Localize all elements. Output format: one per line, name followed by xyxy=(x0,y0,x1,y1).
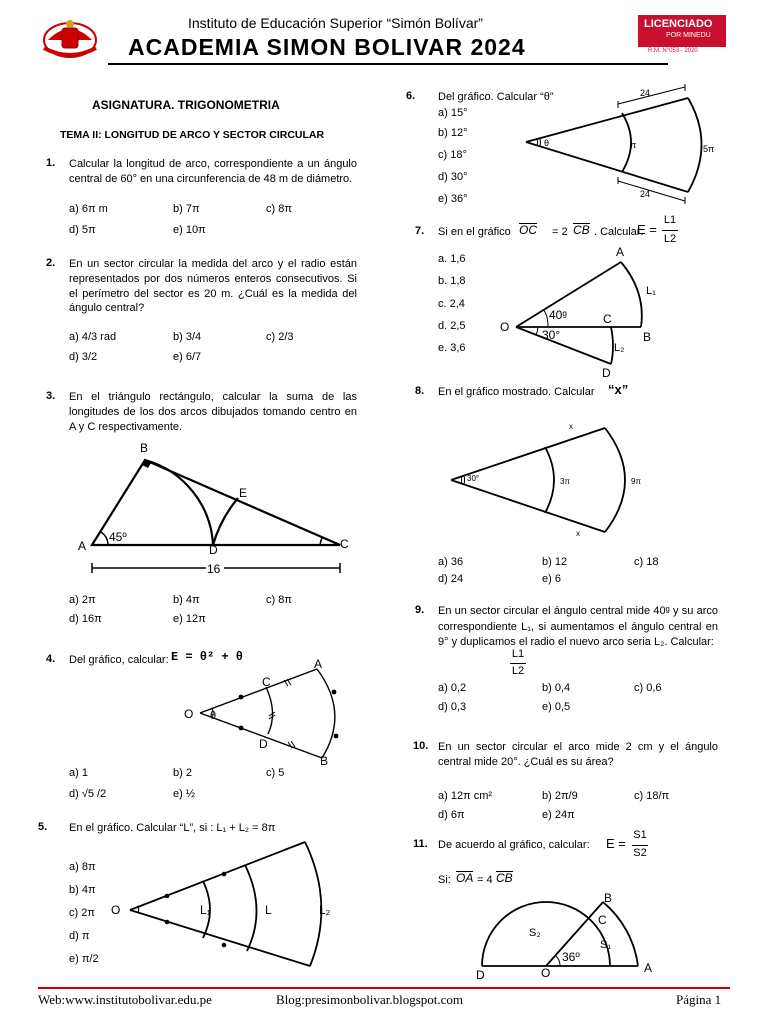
fraction-denominator: L2 xyxy=(663,233,677,245)
label-inner: π xyxy=(630,140,637,150)
option-d: d) 6π xyxy=(438,809,465,821)
segment-oc: OC xyxy=(519,223,537,237)
option-d: d. 2,5 xyxy=(438,320,466,332)
option-a: a) 4/3 rad xyxy=(69,331,117,343)
label-L1: L₁ xyxy=(200,903,211,917)
fraction-denominator: L2 xyxy=(511,665,525,677)
question-number: 11. xyxy=(413,838,428,850)
option-b: b) 2π/9 xyxy=(542,790,578,802)
option-d: d) π xyxy=(69,930,90,942)
footer-page: Página 1 xyxy=(676,992,722,1007)
label-O: O xyxy=(111,903,121,917)
question-text: En el gráfico mostrado. Calcular xyxy=(438,386,595,398)
institute-logo xyxy=(38,14,102,60)
option-d: d) 30° xyxy=(438,171,468,183)
option-e: e) 24π xyxy=(542,809,575,821)
question-text: De acuerdo al gráfico, calcular: xyxy=(438,839,590,851)
option-d: d) 3/2 xyxy=(69,351,98,363)
sector-diagram-8 xyxy=(445,420,645,540)
question-number: 8. xyxy=(415,385,425,397)
label-A: A xyxy=(616,245,625,259)
label-B: B xyxy=(140,441,149,455)
label-O: O xyxy=(541,966,551,980)
option-c: c) 18 xyxy=(634,556,659,568)
option-b: b) 4π xyxy=(69,884,96,896)
label-C: C xyxy=(598,913,607,927)
segment-cb: CB xyxy=(573,223,590,237)
question-text: Del gráfico. Calcular “θ” xyxy=(438,91,554,103)
label-angle: 30° xyxy=(467,474,480,483)
fraction-bar xyxy=(662,230,678,231)
question-text: Del gráfico, calcular: xyxy=(69,654,169,666)
option-a: a) 1 xyxy=(69,767,88,779)
option-e: e) ½ xyxy=(173,788,196,800)
option-c: c) 8π xyxy=(266,203,292,215)
question-text-3: . Calcular: xyxy=(594,226,644,238)
formula-lhs: E = xyxy=(637,222,657,237)
sector-diagram-5 xyxy=(105,838,345,968)
option-a: a) 12π cm² xyxy=(438,790,493,802)
label-D: D xyxy=(602,366,611,380)
option-c: c) 8π xyxy=(266,594,292,606)
question-number: 4. xyxy=(46,653,56,665)
option-e: e. 3,6 xyxy=(438,342,466,354)
given-text: = 4 xyxy=(477,874,493,886)
label-top: 24 xyxy=(640,88,651,98)
option-d: d) 5π xyxy=(69,224,96,236)
question-text: En un sector circular la medida del arco y el radio están representados por dos números enteros consecutivos. Si el perímetro del sector es 20 m. ¿Cuál es la medida del ángulo central? xyxy=(69,258,357,315)
footer-rule xyxy=(38,987,730,989)
option-c: c. 2,4 xyxy=(438,298,465,310)
label-L1: L₁ xyxy=(646,285,656,297)
fraction-numerator: L1 xyxy=(663,214,677,226)
option-d: d) 24 xyxy=(438,573,464,585)
fraction-bar xyxy=(510,663,526,664)
sector-diagram-4 xyxy=(175,652,350,770)
label-outer: 9π xyxy=(631,477,641,486)
badge-line1: LICENCIADO xyxy=(644,18,713,30)
label-B: B xyxy=(320,754,329,768)
label-S1: S₁ xyxy=(600,939,612,951)
option-a: a) 6π m xyxy=(69,203,108,215)
label-ang1: 40ᵍ xyxy=(549,308,567,322)
option-b: b) 2 xyxy=(173,767,192,779)
question-text: En el triángulo rectángulo, calcular la suma de las longitudes de los dos arcos dibujados tomando centro en A y C respectivamente. xyxy=(69,391,357,433)
label-O: O xyxy=(184,707,194,721)
option-c: c) 2π xyxy=(69,907,95,919)
label-C: C xyxy=(262,675,271,689)
option-e: e) 36° xyxy=(438,193,468,205)
label-L2: L₂ xyxy=(319,903,331,917)
topic-heading: TEMA II: LONGITUD DE ARCO Y SECTOR CIRCULAR xyxy=(60,129,325,141)
label-O: O xyxy=(500,320,510,334)
question-number: 7. xyxy=(415,225,425,237)
question-text: En el gráfico. Calcular “L”, si : L₁ + L₂ = 8π xyxy=(69,822,276,834)
footer-blog: Blog:presimonbolivar.blogspot.com xyxy=(276,992,464,1007)
semicircle-diagram xyxy=(470,890,660,982)
page-title: ACADEMIA SIMON BOLIVAR 2024 xyxy=(128,34,526,60)
question-number: 1. xyxy=(46,157,56,169)
question-number: 6. xyxy=(406,90,416,102)
label-x-bottom: x xyxy=(576,529,580,538)
given-label: Si: xyxy=(438,874,451,886)
question-text: Calcular la longitud de arco, correspondiente a un ángulo central de 60° en una circunferencia de 48 m de diámetro. xyxy=(69,158,357,185)
label-D: D xyxy=(259,737,268,751)
option-d: d) √5 /2 xyxy=(69,788,107,800)
option-a: a) 2π xyxy=(69,594,96,606)
option-e: e) 12π xyxy=(173,613,206,625)
option-b: b) 12 xyxy=(542,556,568,568)
triangle-diagram xyxy=(70,440,360,580)
question-text-2: = 2 xyxy=(552,226,568,238)
badge-line3: R.M. N°053 - 2020 xyxy=(648,48,698,54)
fraction-numerator: L1 xyxy=(511,648,525,660)
label-base: 16 xyxy=(207,562,221,576)
label-outer: 5π xyxy=(703,144,715,154)
option-e: e) 0,5 xyxy=(542,701,571,713)
label-theta: θ xyxy=(544,138,550,148)
option-c: c) 2/3 xyxy=(266,331,294,343)
label-inner: 3π xyxy=(560,477,570,486)
question-number: 10. xyxy=(413,740,429,752)
fraction-numerator: S1 xyxy=(633,829,647,841)
label-B: B xyxy=(604,891,613,905)
badge-line2: POR MINEDU xyxy=(666,32,711,39)
label-angle: 36º xyxy=(562,950,580,964)
header-rule xyxy=(108,63,668,65)
institute-name: Instituto de Educación Superior “Simón Bolívar” xyxy=(188,15,483,31)
label-D: D xyxy=(476,968,485,982)
label-L: L xyxy=(265,903,272,917)
option-e: e) 10π xyxy=(173,224,206,236)
label-ang2: 30° xyxy=(542,328,561,342)
label-B: B xyxy=(643,330,652,344)
label-A: A xyxy=(78,539,87,553)
option-e: e) π/2 xyxy=(69,953,99,965)
label-A: A xyxy=(644,961,653,975)
option-b: b. 1,8 xyxy=(438,275,466,287)
label-A: A xyxy=(314,657,323,671)
question-text: Si en el gráfico xyxy=(438,226,511,238)
fraction-bar xyxy=(632,845,648,846)
license-badge xyxy=(638,15,726,47)
option-a: a. 1,6 xyxy=(438,253,466,265)
variable: “x” xyxy=(608,382,629,397)
question-number: 2. xyxy=(46,257,56,269)
option-c: c) 5 xyxy=(266,767,285,779)
question-number: 5. xyxy=(38,821,48,833)
option-e: e) 6/7 xyxy=(173,351,202,363)
sector-diagram-7 xyxy=(496,244,676,380)
label-D: D xyxy=(209,543,218,557)
question-text: En un sector circular el arco mide 2 cm y el ángulo central mide 20°. ¿Cuál es su área? xyxy=(438,741,718,768)
option-d: d) 0,3 xyxy=(438,701,467,713)
footer-web: Web:www.institutobolivar.edu.pe xyxy=(38,992,212,1007)
option-d: d) 16π xyxy=(69,613,102,625)
segment-oa: OA xyxy=(456,871,474,885)
segment-cb: CB xyxy=(496,871,513,885)
subject-heading: ASIGNATURA. TRIGONOMETRIA xyxy=(92,98,280,112)
option-c: c) 18° xyxy=(438,149,467,161)
option-b: b) 7π xyxy=(173,203,200,215)
question-number: 9. xyxy=(415,604,425,616)
label-angle: 45º xyxy=(109,530,127,544)
sector-diagram-6 xyxy=(520,84,720,204)
formula: E = θ² + θ xyxy=(171,650,244,664)
question-number: 3. xyxy=(46,390,56,402)
label-theta: θ xyxy=(210,710,217,722)
option-c: c) 18/π xyxy=(634,790,670,802)
question-text: En un sector circular el ángulo central mide 40ᵍ y su arco correspondiente L₁, si aumentamos el ángulo central en 9° y duplicamos el radio el nuevo arco seria L₂. Calcular: xyxy=(438,605,718,648)
label-S2: S₂ xyxy=(529,927,541,939)
option-c: c) 0,6 xyxy=(634,682,662,694)
label-x-top: x xyxy=(569,422,573,431)
label-E: E xyxy=(239,486,248,500)
label-C: C xyxy=(340,537,349,551)
option-b: b) 0,4 xyxy=(542,682,571,694)
option-a: a) 15° xyxy=(438,107,468,119)
label-L2: L₂ xyxy=(614,342,625,354)
option-a: a) 36 xyxy=(438,556,464,568)
option-a: a) 8π xyxy=(69,861,96,873)
label-bottom: 24 xyxy=(640,189,651,199)
option-b: b) 4π xyxy=(173,594,200,606)
formula-lhs: E = xyxy=(606,836,626,851)
option-e: e) 6 xyxy=(542,573,561,585)
label-C: C xyxy=(603,312,612,326)
option-b: b) 3/4 xyxy=(173,331,202,343)
option-a: a) 0,2 xyxy=(438,682,467,694)
fraction-denominator: S2 xyxy=(633,847,647,859)
option-b: b) 12° xyxy=(438,127,468,139)
